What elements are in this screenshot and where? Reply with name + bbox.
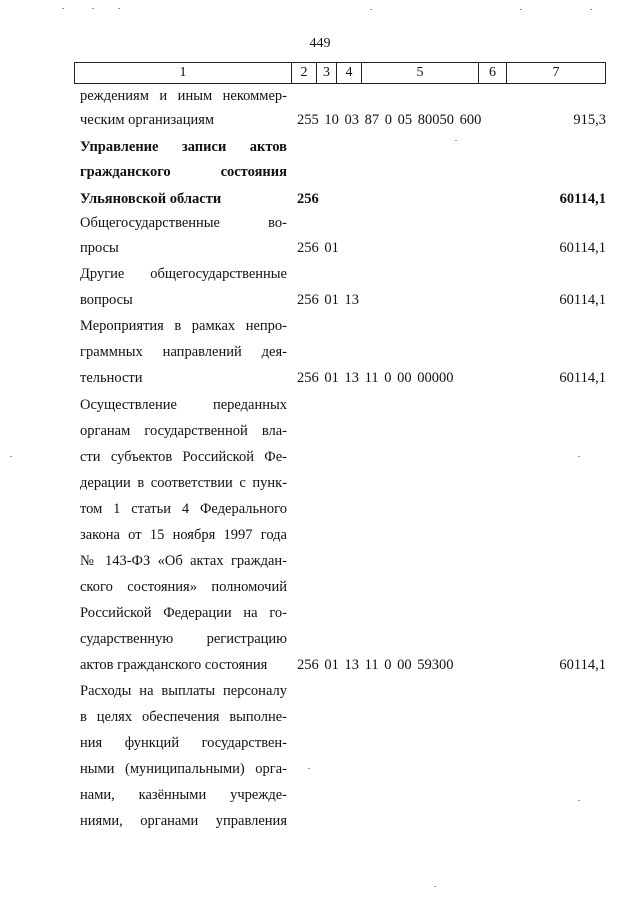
row-amount: 60114,1 [559, 657, 606, 673]
text-line: дерации в соответствии с пунк- [80, 475, 287, 491]
text-line: закона от 15 ноября 1997 года [80, 527, 287, 543]
text-line: ния функций государствен- [80, 735, 287, 751]
text-line: Общегосударственные во- [80, 215, 287, 231]
text-line: сти субъектов Российской Фе- [80, 449, 287, 465]
scan-speck [455, 140, 457, 141]
scan-speck [92, 8, 94, 9]
scan-speck [62, 8, 64, 9]
text-line: Другие общегосударственные [80, 266, 287, 282]
text-line: ского состояния» полномочий [80, 579, 287, 595]
scan-speck [520, 9, 522, 10]
text-line: гражданского состояния [80, 164, 287, 180]
row-amount: 915,3 [573, 112, 606, 128]
row-amount: 60114,1 [559, 191, 606, 207]
text-line: Осуществление переданных [80, 397, 287, 413]
text-line: Управление записи актов [80, 139, 287, 155]
table-header [74, 62, 606, 84]
text-line: Ульяновской области [80, 191, 222, 207]
row-codes: 256 01 13 11 0 00 00000 [297, 370, 454, 386]
header-col-3: 3 [317, 63, 337, 83]
text-line: нами, казёнными учрежде- [80, 787, 287, 803]
text-line: Мероприятия в рамках непро- [80, 318, 287, 334]
row-codes: 256 01 [297, 240, 339, 256]
scan-speck [578, 456, 580, 457]
header-col-6: 6 [479, 63, 507, 83]
text-line: ческим организациям [80, 112, 215, 128]
header-col-1: 1 [75, 63, 292, 83]
text-line: сударственную регистрацию [80, 631, 287, 647]
scan-speck [10, 456, 12, 457]
scan-speck [118, 8, 120, 9]
row-amount: 60114,1 [559, 370, 606, 386]
text-line: реждениям и иным некоммер- [80, 88, 287, 104]
text-line: № 143-ФЗ «Об актах граждан- [80, 553, 287, 569]
page-number: 449 [309, 36, 331, 51]
text-line: тельности [80, 370, 143, 386]
row-codes: 256 [297, 191, 319, 207]
text-line: ниями, органами управления [80, 813, 287, 829]
scan-speck [434, 886, 436, 887]
header-col-4: 4 [337, 63, 362, 83]
text-line: вопросы [80, 292, 133, 308]
text-line: ными (муниципальными) орга- [80, 761, 287, 777]
row-amount: 60114,1 [559, 292, 606, 308]
text-line: Расходы на выплаты персоналу [80, 683, 287, 699]
scan-speck [590, 9, 592, 10]
row-amount: 60114,1 [559, 240, 606, 256]
header-col-5: 5 [362, 63, 479, 83]
header-col-7: 7 [552, 65, 560, 80]
scan-speck [308, 768, 310, 769]
row-codes: 256 01 13 11 0 00 59300 [297, 657, 454, 673]
text-line: в целях обеспечения выполне- [80, 709, 287, 725]
text-line: том 1 статьи 4 Федерального [80, 501, 287, 517]
scan-speck [578, 800, 580, 801]
text-line: граммных направлений дея- [80, 344, 287, 360]
header-col-2: 2 [292, 63, 317, 83]
row-codes: 256 01 13 [297, 292, 359, 308]
text-line: Российской Федерации на го- [80, 605, 287, 621]
row-codes: 255 10 03 87 0 05 80050 600 [297, 112, 482, 128]
scan-speck [370, 9, 372, 10]
text-line: органам государственной вла- [80, 423, 287, 439]
text-line: актов гражданского состояния [80, 657, 268, 673]
text-line: просы [80, 240, 119, 256]
